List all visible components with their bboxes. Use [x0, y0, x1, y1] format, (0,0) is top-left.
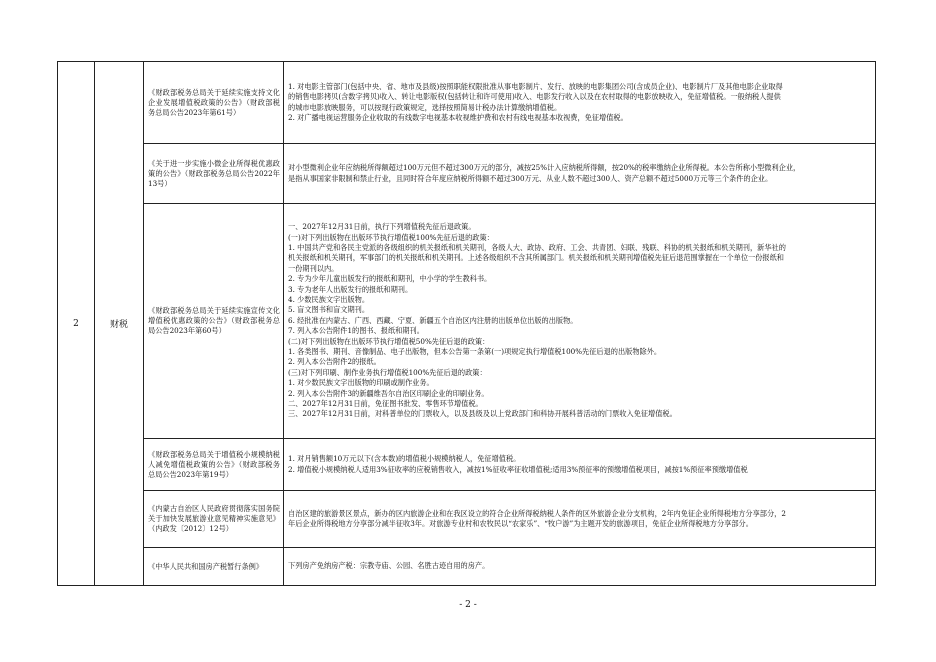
content-line: 的城市电影放映服务，可以按现行政策规定，选择按照简易计税办法计算缴纳增值税。 — [288, 102, 562, 112]
table-row — [58, 548, 876, 586]
content-line: 自治区建的旅游景区景点，新办的区内旅游企业和在我区设立的符合企业所得税纳税人条件的区外旅游企业分支机构，2年内免征企业所得税地方分享部分，2 — [288, 508, 786, 518]
content-line: 5. 盲文图书和盲文期刊。 — [288, 305, 370, 315]
content-line: (一)对下列出版物在出版环节执行增值税100%先征后退的政策： — [288, 232, 494, 242]
content-line: 二、2027年12月31日前，免征图书批发、零售环节增值税。 — [288, 399, 483, 409]
policy-table — [57, 61, 876, 586]
content-line: 2. 专为少年儿童出版发行的报纸和期刊，中小学的学生教科书。 — [288, 274, 492, 284]
content-line: 7. 列入本公告附件1的图书、报纸和期刊。 — [288, 326, 424, 336]
content-line: 是指从事国家非限制和禁止行业，且同时符合年度应纳税所得额不超过300万元、从业人数不超过300人、资产总额不超过5000万元等三个条件的企业。 — [288, 173, 773, 183]
content-line: 的销售电影拷贝(含数字拷贝)收入、转让电影版权(包括转让和许可使用)收入、电影发行收入以及在农村取得的电影放映收入，免征增值税。一般纳税人提供 — [288, 92, 781, 102]
content-line: 1. 对月销售额10万元以下(含本数)的增值税小规模纳税人，免征增值税。 — [288, 454, 521, 464]
content-cell — [284, 62, 876, 144]
table-row — [58, 144, 876, 204]
category-cell: 财税 — [95, 62, 144, 586]
content-line: (三)对下列印刷、制作业务执行增值税100%先征后退的政策： — [288, 367, 487, 377]
row-number-cell: 2 — [58, 62, 95, 586]
content-line: 1. 中国共产党和各民主党派的各级组织的机关报纸和机关期刊，各级人大、政协、政府、工会、共青团、妇联、残联、科协的机关报纸和机关期刊，新华社的 — [288, 242, 786, 252]
table-row — [58, 62, 876, 144]
document-cell: 《财政部税务总局关于延续实施支持文化企业发展增值税政策的公告》（财政部税务总局公告2023年第61号） — [144, 62, 284, 144]
content-line: 2. 增值税小规模纳税人适用3%征收率的应税销售收入，减按1%征收率征收增值税;适用3%预征率的预缴增值税项目，减按1%预征率预缴增值税 — [288, 464, 748, 474]
table-row — [58, 491, 876, 548]
table-row — [58, 204, 876, 439]
content-cell — [284, 548, 876, 586]
content-line: 3. 专为老年人出版发行的报纸和期刊。 — [288, 284, 413, 294]
content-cell — [284, 204, 876, 439]
document-cell: 《财政部税务总局关于增值税小规模纳税人减免增值税政策的公告》（财政部税务总局公告2023年第19号） — [144, 439, 284, 491]
content-line: 一份期刊以内。 — [288, 263, 339, 273]
content-line: 一、2027年12月31日前，执行下列增值税先征后退政策。 — [288, 222, 476, 232]
content-cell — [284, 491, 876, 548]
content-line: 4. 少数民族文字出版物。 — [288, 294, 370, 304]
content-line: 2. 列入本公告附件2的报纸。 — [288, 357, 381, 367]
content-line: 机关报纸和机关期刊，军事部门的机关报纸和机关期刊。上述各级组织不含其所属部门。机关报纸和机关期刊增值税先征后退范围掌握在一个单位一份报纸和 — [288, 253, 784, 263]
document-cell: 《财政部税务总局关于延续实施宣传文化增值税优惠政策的公告》（财政部税务总局公告2023年第60号） — [144, 204, 284, 439]
content-line: 下列房产免纳房产税：宗教寺庙、公园、名胜古迹自用的房产。 — [288, 561, 490, 571]
content-line: 2. 对广播电视运营服务企业收取的有线数字电视基本收视维护费和农村有线电视基本收视费，免征增值税。 — [288, 112, 628, 122]
content-cell — [284, 439, 876, 491]
content-line: 1. 对少数民族文字出版物的印刷或制作业务。 — [288, 378, 434, 388]
content-line: 1. 各类图书、期刊、音像制品、电子出版物，但本公告第一条第(一)项规定执行增值税100%先征后退的出版物除外。 — [288, 347, 662, 357]
page-number: - 2 - — [459, 600, 477, 610]
content-line: 1. 对电影主管部门(包括中央、省、地市及县级)按照职能权限批准从事电影制片、发行、放映的电影集团公司(含成员企业)、电影制片厂及其他电影企业取得 — [288, 81, 783, 91]
table-row — [58, 439, 876, 491]
content-line: 2. 列入本公告附件3的新疆维吾尔自治区印刷企业的印刷业务。 — [288, 388, 489, 398]
content-line: 6. 经批准在内蒙古、广西、西藏、宁夏、新疆五个自治区内注册的出版单位出版的出版物。 — [288, 315, 578, 325]
document-cell: 《内蒙古自治区人民政府贯彻落实国务院关于加快发展旅游业意见精神实施意见》（内政发〔2012〕12号） — [144, 491, 284, 548]
content-line: 三、2027年12月31日前，对科普单位的门票收入，以及县级及以上党政部门和科协开展科普活动的门票收入免征增值税。 — [288, 409, 677, 419]
document-cell: 《中华人民共和国房产税暂行条例》 — [144, 548, 284, 586]
content-line: 对小型微利企业年应纳税所得额超过100万元但不超过300万元的部分，减按25%计入应纳税所得额，按20%的税率缴纳企业所得税。本公告所称小型微利企业， — [288, 163, 801, 173]
document-cell: 《关于进一步实施小微企业所得税优惠政策的公告》（财政部税务总局公告2022年13号） — [144, 144, 284, 204]
content-line: (二)对下列出版物在出版环节执行增值税50%先征后退的政策： — [288, 336, 490, 346]
content-line: 年后企业所得税地方分享部分减半征收3年。对旅游专业村和农牧民以“农家乐”、“牧户游”为主题开发的旅游项目，免征企业所得税地方分享部分。 — [288, 519, 753, 528]
content-cell — [284, 144, 876, 204]
